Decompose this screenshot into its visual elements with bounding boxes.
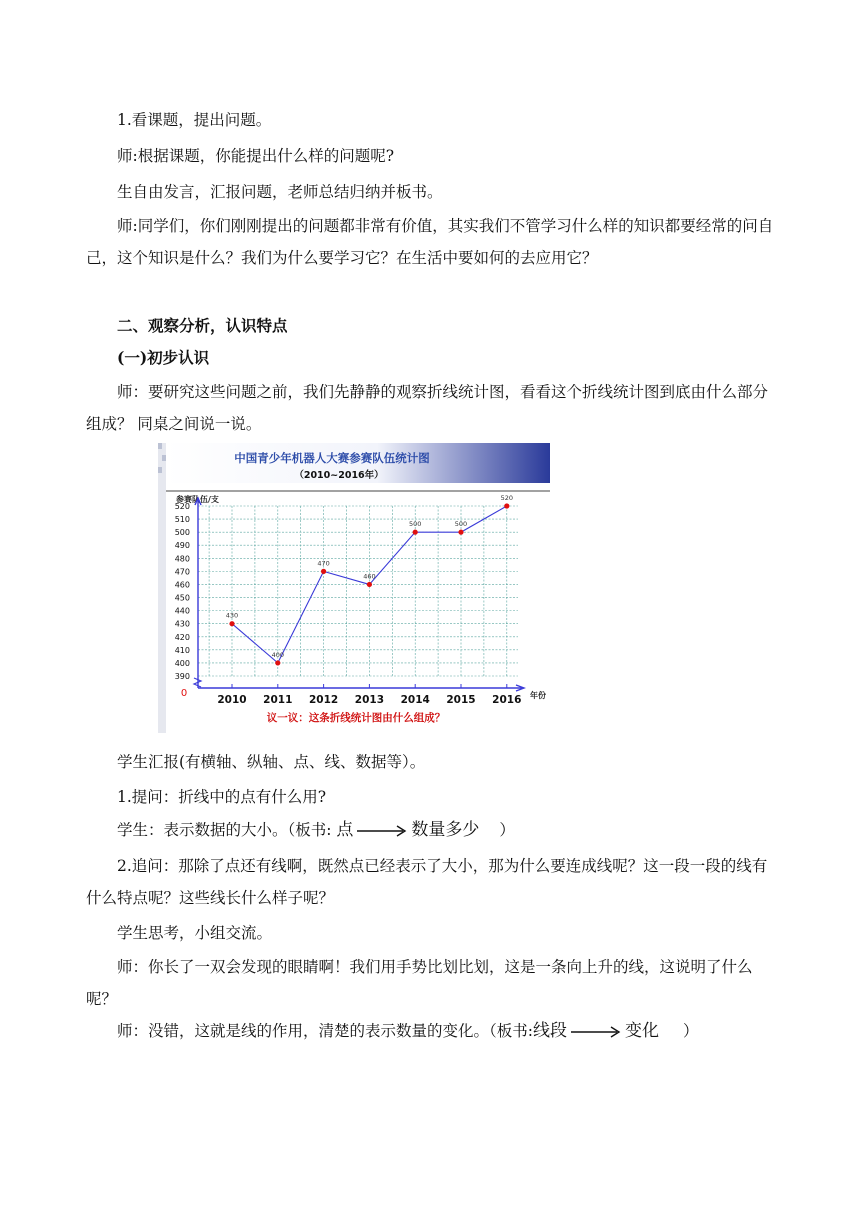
data-label: 500 bbox=[454, 520, 468, 529]
x-tick-label: 2010 bbox=[217, 694, 247, 706]
y-tick-label: 420 bbox=[174, 632, 190, 642]
data-label: 500 bbox=[408, 520, 422, 529]
chart-footer-question: 议一议：这条折线统计图由什么组成？ bbox=[266, 712, 446, 724]
decor-square-2 bbox=[162, 455, 166, 461]
x-tick-label: 2012 bbox=[308, 694, 339, 706]
subsection-heading: (一)初步认识 bbox=[117, 348, 210, 367]
x-tick-label: 2015 bbox=[446, 694, 476, 706]
x-tick-label: 2016 bbox=[492, 694, 522, 706]
section-heading: 二、观察分析，认识特点 bbox=[117, 316, 288, 335]
arrow-icon bbox=[353, 824, 411, 838]
data-point bbox=[229, 621, 234, 626]
chart-subtitle: （2010~2016年） bbox=[294, 470, 384, 481]
y-tick-label: 470 bbox=[174, 567, 190, 577]
data-point bbox=[413, 530, 418, 535]
line-chart bbox=[158, 441, 550, 733]
data-point bbox=[275, 660, 280, 665]
y-tick-label: 440 bbox=[174, 606, 190, 616]
paragraph-3: 生自由发言，汇报问题，老师总结归纳并板书。 bbox=[117, 183, 443, 201]
x-tick-label: 2013 bbox=[354, 694, 385, 706]
decor-square-1 bbox=[158, 443, 162, 449]
paragraph-5: 师：要研究这些问题之前，我们先静静的观察折线统计图，看看这个折线统计图到底由什么部分组成？ 同桌之间说一说。 bbox=[86, 383, 769, 433]
board-note-quantity: 数量多少 bbox=[411, 820, 480, 840]
data-label: 460 bbox=[363, 572, 376, 581]
y-tick-label: 500 bbox=[174, 528, 190, 538]
paragraph-11: 师：你长了一双会发现的眼睛啊！我们用手势比划比划，这是一条向上升的线，这说明了什么呢？ bbox=[86, 958, 753, 1008]
board-note-segment: 线段 bbox=[532, 1021, 567, 1041]
y-zero-label: 0 bbox=[180, 688, 188, 699]
y-tick-label: 510 bbox=[174, 515, 190, 525]
y-tick-label: 490 bbox=[174, 541, 190, 551]
paragraph-9: 2.追问：那除了点还有线啊，既然点已经表示了大小，那为什么要连成线呢？这一段一段的线有什么特点呢？这些线长什么样子呢？ bbox=[86, 857, 768, 907]
paragraph-10: 学生思考，小组交流。 bbox=[117, 924, 273, 942]
line-chart-figure bbox=[158, 441, 550, 733]
chart-title: 中国青少年机器人大赛参赛队伍统计图 bbox=[234, 451, 430, 465]
paragraph-12-close: ） bbox=[682, 1022, 699, 1040]
y-tick-label: 480 bbox=[174, 554, 190, 564]
paragraph-6: 学生汇报(有横轴、纵轴、点、线、数据等）。 bbox=[117, 753, 426, 771]
y-tick-label: 520 bbox=[174, 502, 190, 511]
paragraph-12 bbox=[86, 1015, 780, 1047]
data-point bbox=[321, 569, 326, 574]
board-note-point: 点 bbox=[336, 820, 354, 840]
paragraph-8-text: 学生：表示数据的大小。（板书: bbox=[117, 821, 337, 839]
data-label: 470 bbox=[317, 559, 330, 568]
paragraph-7: 1.提问：折线中的点有什么用? bbox=[117, 788, 327, 806]
y-axis-label: 参赛队伍/支 bbox=[176, 495, 219, 504]
paragraph-8-close: ） bbox=[499, 821, 515, 839]
y-tick-label: 390 bbox=[174, 672, 190, 681]
y-tick-label: 410 bbox=[174, 645, 190, 655]
paragraph-12-text: 师：没错，这就是线的作用，清楚的表示数量的变化。（板书: bbox=[117, 1022, 533, 1040]
paragraph-1: 1.看课题，提出问题。 bbox=[117, 111, 272, 129]
data-label: 430 bbox=[225, 611, 239, 620]
left-strip bbox=[158, 443, 166, 733]
x-tick-label: 2011 bbox=[263, 694, 293, 706]
chart-background bbox=[158, 441, 550, 733]
data-point bbox=[367, 582, 372, 587]
paragraph-2: 师:根据课题，你能提出什么样的问题呢? bbox=[117, 147, 395, 165]
data-label: 400 bbox=[271, 650, 285, 659]
arrow-icon bbox=[567, 1025, 625, 1039]
decor-square-3 bbox=[158, 467, 162, 473]
data-point bbox=[504, 503, 509, 508]
data-point bbox=[458, 530, 463, 535]
paragraph-4: 师:同学们，你们刚刚提出的问题都非常有价值，其实我们不管学习什么样的知识都要经常的问自己，这个知识是什么？我们为什么要学习它？在生活中要如何的去应用它？ bbox=[86, 217, 774, 267]
data-label: 520 bbox=[500, 494, 514, 502]
y-tick-label: 450 bbox=[174, 593, 190, 603]
x-tick-label: 2014 bbox=[400, 694, 430, 706]
x-axis-label: 年份 bbox=[530, 691, 546, 700]
y-tick-label: 400 bbox=[174, 658, 190, 668]
board-note-change: 变化 bbox=[624, 1021, 659, 1041]
y-tick-label: 430 bbox=[174, 619, 190, 629]
paragraph-8 bbox=[86, 814, 780, 846]
y-tick-label: 460 bbox=[174, 580, 190, 590]
